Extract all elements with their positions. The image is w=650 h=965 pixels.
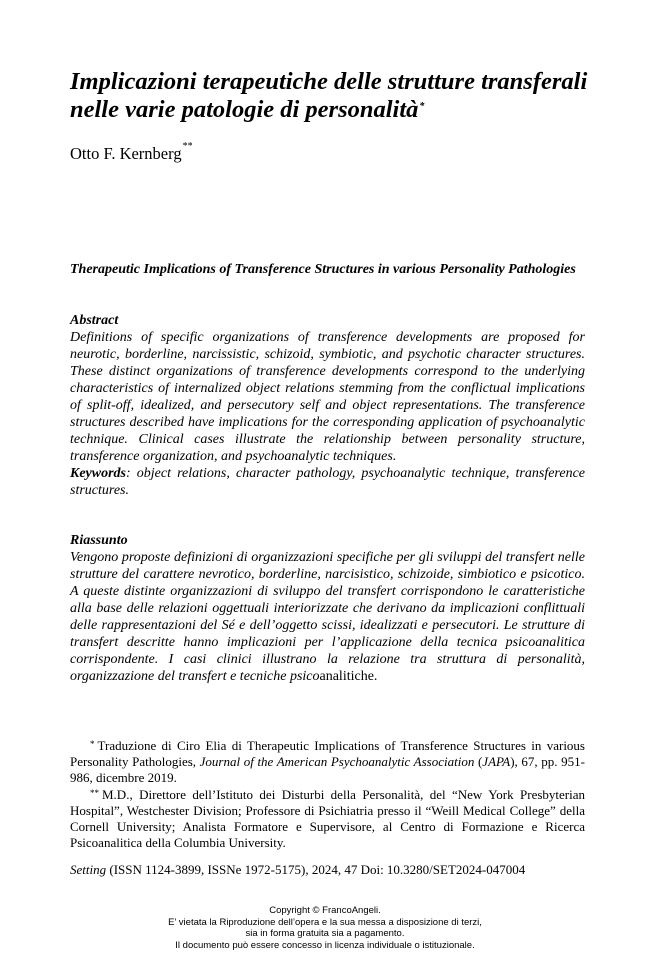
riassunto-text [70,549,585,685]
footnote-1-mark: * [90,739,95,749]
author-line [70,141,193,164]
keywords-text: : object relations, character pathology, psychoanalytic technique, transference structures. [70,466,585,498]
copyright-line-1: Copyright © FrancoAngeli. [269,905,381,916]
footnotes [70,738,585,851]
footnote-2-mark: ** [90,787,99,798]
riassunto-text-upright: analitiche. [319,669,378,684]
copyright-line-2: E’ vietata la Riproduzione dell’opera e la sua messa a disposizione di terzi, [168,916,482,928]
title-line-2 [70,96,630,124]
riassunto-text-italic: Vengono proposte definizioni di organizzazioni specifiche per gli sviluppi del transfert nelle strutture del carattere nevrotico, borderline, narcisistico, schizoide, simbiotico e psicotico. A queste distinte organizzazioni di sviluppo del transfert corrispondono le caratteristiche alla base delle relazioni oggettuali interiorizzate che derivano da implicazioni conflittuali delle rappresentazioni del Sé e dell’oggetto scissi, idealizzati e persecutori. Le strutture di transfert descritte hanno implicazioni per l’applicazione della tecnica psicoanalitica corrispondente. I casi clinici illustrano la relazione tra struttura di personalità, organizzazione del transfert e tecniche psico [70,550,585,684]
abstract-section [70,312,585,499]
article-title [70,68,630,124]
citation-text: (ISSN 1124-3899, ISSNe 1972-5175), 2024, 47 Doi: 10.3280/SET2024-047004 [106,862,526,877]
keywords [70,465,585,499]
title-footnote-mark: * [419,101,425,112]
english-title: Therapeutic Implications of Transference Structures in various Personality Pathologies [70,262,576,277]
keywords-label: Keywords [70,466,126,481]
footnote-1 [70,738,585,787]
title-line-2-text: nelle varie patologie di personalità [70,96,419,123]
abstract-text: Definitions of specific organizations of transference developments are proposed for neurotic, borderline, narcissistic, schizoid, symbiotic, and psychotic character structures. These distinct organizations of transference developments correspond to the underlying characteristics of internalized object relations stemming from the conflictual implications of split-off, idealized, and persecutory self and object representations. The transference structures described have implications for the corresponding application of psychoanalytic technique. Clinical cases illustrate the relationship between personality structure, transference organization, and psychoanalytic techniques. [70,330,585,464]
riassunto-heading: Riassunto [70,533,128,548]
title-line-1: Implicazioni terapeutiche delle strutture transferali [70,68,588,95]
footnote-1-abbr: JAPA [482,754,511,770]
abstract-heading: Abstract [70,313,119,328]
riassunto-section [70,532,585,685]
author-footnote-mark: ** [182,141,193,152]
copyright-line-4: Il documento può essere concesso in licenza individuale o istituzionale. [175,939,475,951]
footnote-2 [70,787,585,852]
footnote-1-before: Traduzione di Ciro Elia di Therapeutic Implications of Transference Structures in various Personality Pathologies, [70,738,585,770]
footnote-1-journal: Journal of the American Psychoanalytic Association [199,754,475,770]
journal-citation [70,862,610,878]
footnote-1-after: ), 67, pp. 951-986, dicembre 2019. [70,754,585,786]
copyright-notice [100,905,550,951]
author-name: Otto F. Kernberg [70,144,182,163]
copyright-line-3: sia in forma gratuita sia a pagamento. [245,928,405,939]
footnote-2-text: M.D., Direttore dell’Istituto dei Disturbi della Personalità, del “New York Presbyterian Hospital”, Westchester Division; Professore di Psichiatria presso il “Weill Medical College” della Cornell University; Analista Formatore e Supervisore, al Centro di Formazione e Ricerca Psicoanalitica della Columbia University. [70,786,585,851]
citation-journal: Setting [70,862,107,877]
footnote-1-paren: ( [474,754,483,770]
